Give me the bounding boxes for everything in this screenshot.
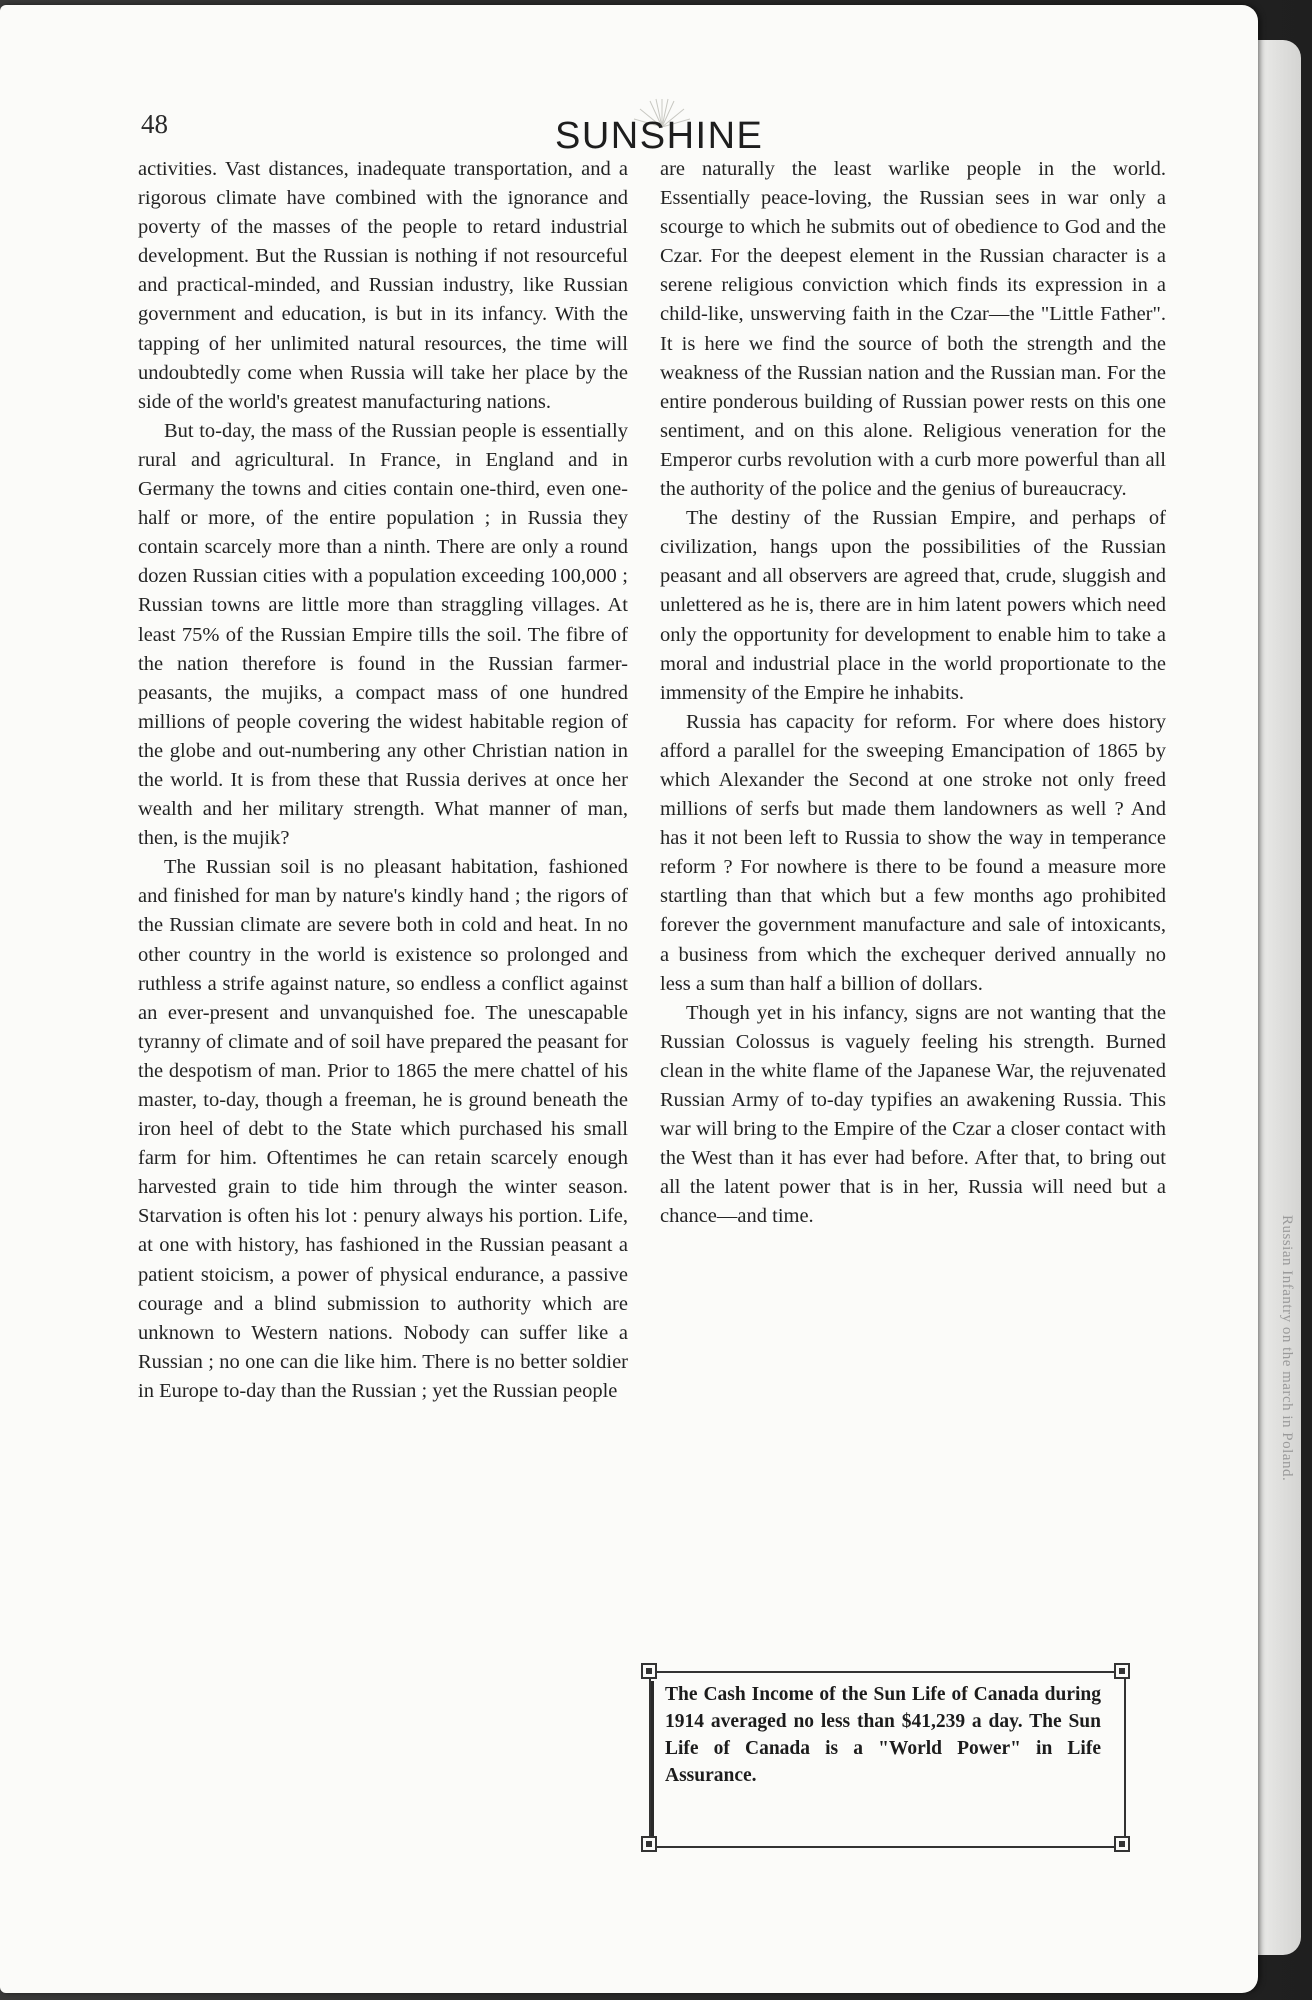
notice-text: The Cash Income of the Sun Life of Canada during 1914 averaged no less than $41,239 a day. The Sun Life of Canada is a "World Power" in Life Assurance. bbox=[665, 1684, 1101, 1786]
page-number: 48 bbox=[141, 109, 168, 139]
corner-ornament-icon bbox=[1114, 1836, 1130, 1852]
right-paragraph: The destiny of the Russian Empire, and perhaps of civilization, hangs upon the possibilities of the Russian peasant and all observers are agreed that, crude, sluggish and unlettered as he is, there are in him latent powers which need only the opportunity for development to enable him to take a moral and industrial place in the world proportionate to the immensity of the Empire he inhabits. bbox=[660, 507, 1166, 704]
magazine-page bbox=[0, 5, 1258, 1993]
side-caption: Russian Infantry on the march in Poland. bbox=[1279, 1215, 1295, 1482]
left-paragraph: The Russian soil is no pleasant habitation, fashioned and finished for man by nature's kindly hand ; the rigors of the Russian climate are severe both in cold and heat. In no other country in the world is existence so prolonged and ruthless a strife against nature, so endless a conflict against an ever-present and unvanquished foe. The unescapable tyranny of climate and of soil have prepared the peasant for the despotism of man. Prior to 1865 the mere chattel of his master, to-day, though a freeman, he is ground beneath the iron heel of debt to the State which purchased his small farm for him. Oftentimes he can retain scarcely enough harvested grain to tide him through the winter season. Starvation is often his lot : penury always his portion. Life, at one with history, has fashioned in the Russian peasant a patient stoicism, a power of physical endurance, a passive courage and a blind submission to authority which are unknown to Western nations. Nobody can suffer like a Russian ; no one can die like him. There is no better soldier in Europe to-day than the Russian ; yet the Russian people bbox=[138, 856, 628, 1402]
corner-ornament-icon bbox=[1114, 1663, 1130, 1679]
corner-ornament-icon bbox=[641, 1836, 657, 1852]
facing-page-edge bbox=[1255, 40, 1301, 1955]
right-paragraph: Russia has capacity for reform. For where does history afford a parallel for the sweeping Emancipation of 1865 by which Alexander the Second at one stroke not only freed millions of serfs but made them landowners as well ? And has it not been left to Russia to show the way in temperance reform ? For nowhere is there to be found a measure more startling than that which but a few months ago prohibited forever the government manufacture and sale of intoxicants, a business from which the exchequer derived annually no less a sum than half a billion of dollars. bbox=[660, 710, 1166, 995]
right-paragraph: Though yet in his infancy, signs are not wanting that the Russian Colossus is vaguely feeling his strength. Burned clean in the white flame of the Japanese War, the rejuvenated Russian Army of to-day typifies an awakening Russia. This war will bring to the Empire of the Czar a closer contact with the West than it has ever had before. After that, to bring out all the latent power that is in her, Russia will need but a chance—and time. bbox=[660, 1001, 1166, 1228]
left-column bbox=[138, 155, 628, 1406]
right-column bbox=[660, 155, 1166, 1231]
left-paragraph: But to-day, the mass of the Russian people is essentially rural and agricultural. In France, in England and in Germany the towns and cities contain one-third, even one-half or more, of the entire population ; in Russia they contain scarcely more than a ninth. There are only a round dozen Russian cities with a population exceeding 100,000 ; Russian towns are little more than straggling villages. At least 75% of the Russian Empire tills the soil. The fibre of the nation therefore is found in the Russian farmer-peasants, the mujiks, a compact mass of one hundred millions of people covering the widest habitable region of the globe and out-numbering any other Christian nation in the world. It is from these that Russia derives at once her wealth and her military strength. What manner of man, then, is the mujik? bbox=[138, 419, 628, 850]
left-paragraph: activities. Vast distances, inadequate transportation, and a rigorous climate have combined with the ignorance and poverty of the masses of the people to retard industrial development. But the Russian is nothing if not resourceful and practical-minded, and Russian industry, like Russian government and education, is but in its infancy. With the tapping of her unlimited natural resources, the time will undoubtedly come when Russia will take her place by the side of the world's greatest manufacturing nations. bbox=[138, 158, 628, 413]
right-paragraph: are naturally the least warlike people in the world. Essentially peace-loving, the Russian sees in war only a scourge to which he submits out of obedience to God and the Czar. For the deepest element in the Russian character is a serene religious conviction which finds its expression in a child-like, unswerving faith in the Czar—the "Little Father". It is here we find the source of both the strength and the weakness of the Russian nation and the Russian man. For the entire ponderous building of Russian power rests on this one sentiment, and on this alone. Religious veneration for the Emperor curbs revolution with a curb more powerful than all the authority of the police and the genius of bureaucracy. bbox=[660, 158, 1166, 501]
notice-box bbox=[641, 1663, 1130, 1852]
page-title: SUNSHINE bbox=[555, 115, 764, 157]
corner-ornament-icon bbox=[641, 1663, 657, 1679]
